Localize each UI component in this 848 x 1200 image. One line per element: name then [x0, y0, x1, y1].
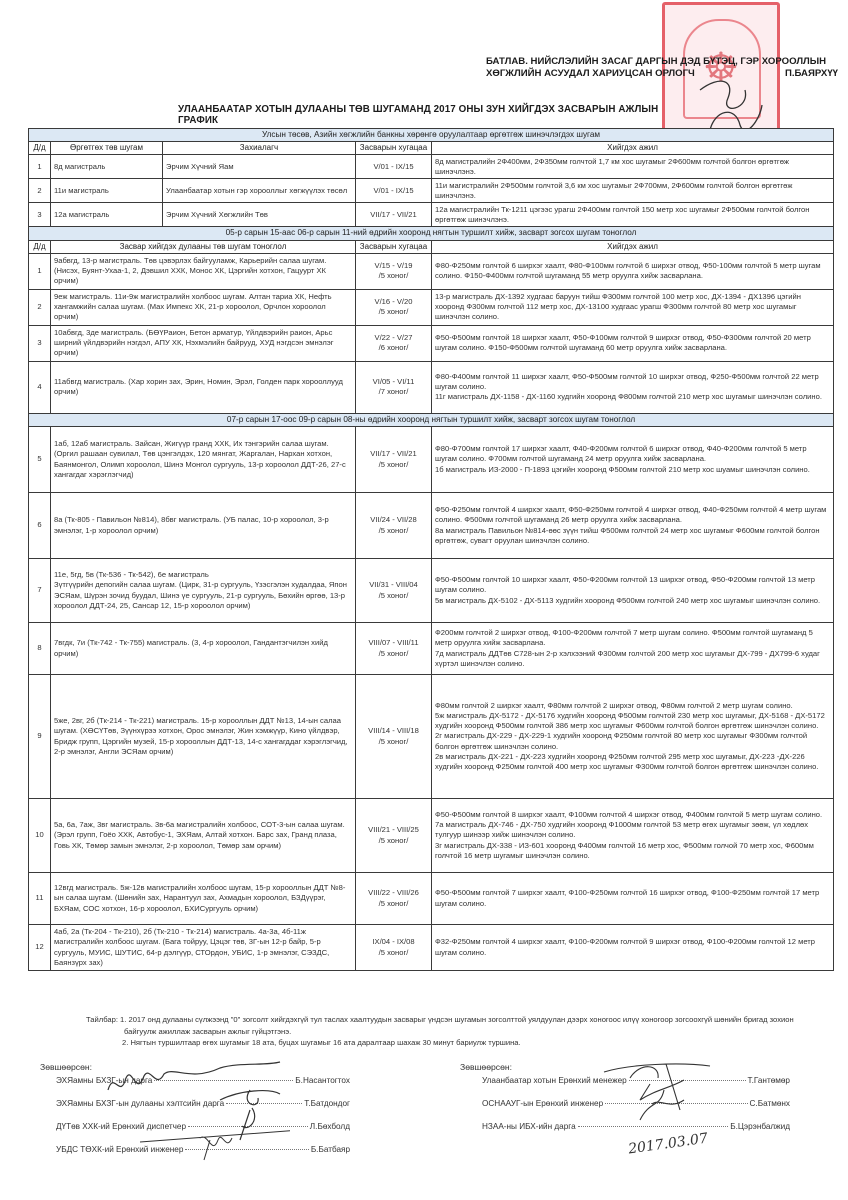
- repair-period: VII/17 - VII/21: [356, 203, 432, 227]
- row-number: 2: [29, 289, 51, 325]
- equipment-description: [51, 623, 356, 675]
- period-duration: /6 хоног/: [378, 343, 409, 353]
- signatory-name: Б.Насантогтох: [295, 1076, 350, 1085]
- work-description: [432, 493, 834, 559]
- approval-name: П.БАЯРХҮҮ: [784, 68, 838, 79]
- period-duration: /5 хоног/: [378, 648, 409, 658]
- table-row: [29, 253, 834, 289]
- text-line: 3г магистраль ДХ-338 - ИЗ-601 хооронд Ф400мм голчтой 16 метр хос, Ф500мм голчой 70 метр хос, Ф600мм голчтой 16 метр шугамыг шинэчлэн солино.: [435, 840, 814, 860]
- signatory-title: Улаанбаатар хотын Ерөнхий менежер: [482, 1076, 627, 1085]
- column-header: Захиалагч: [163, 142, 356, 155]
- text-line: 5а, 6а, 7аж, 3вг магистраль. 3в-6а магистралийн холбоос, СОТ-3-ын салаа шугам. (Эрэл групп, Гоёо ХХК, Автобус-1, ЭХЯам, Алтай хотхон. Барс зах, Гранд плаза, Говь ХК, Төмөр замын эмнэлэг, 2-р хороолол, Төмөр зам орчим): [54, 820, 345, 850]
- signatory-row: [40, 1122, 350, 1145]
- period-dates: VII/24 - VII/28: [370, 515, 417, 525]
- text-line: 11абвгд магистраль. (Хар хорин зах, Эрин, Номин, Эрэл, Голден парк хорооллууд орчим): [54, 377, 343, 397]
- repair-period: [356, 325, 432, 361]
- text-line: 2г магистраль ДХ-229 - ДХ-229-1 худгийн хооронд Ф250мм голчтой 80 метр хос шугамыг Ф300мм голчтой болгон өргөтгөж шинэчлэн солино.: [435, 731, 808, 751]
- work-description: [432, 925, 834, 971]
- signatory-name: Т.Гантөмөр: [747, 1076, 790, 1085]
- row-number: 6: [29, 493, 51, 559]
- period-dates: V/16 - V/20: [374, 297, 413, 307]
- text-line: Ф80-Ф700мм голчтой 17 ширхэг хаалт, Ф40-Ф200мм голчтой 6 ширхэг отвод, Ф40-Ф200мм голчтой 5 метр шугам солино. Ф700мм голчтой шугаманд 24 метр оруулга хийж засварлана.: [435, 444, 807, 464]
- work-description: [432, 675, 834, 799]
- signatory-row: [40, 1076, 350, 1099]
- signature-line: [605, 1103, 747, 1104]
- repair-period: [356, 427, 432, 493]
- text-line: 11г магистраль ДХ-1158 - ДХ-1160 худгийн хооронд Ф800мм голчтой 210 метр хос шугамыг шинэчлэн солино.: [435, 392, 822, 402]
- row-number: 1: [29, 155, 51, 179]
- work-description: [432, 325, 834, 361]
- period-dates: VIII/07 - VIII/11: [368, 638, 419, 648]
- text-line: 8а магистраль Павильон №814-өөс зүүн тийш Ф500мм голчтой 24 метр хос шугамыг Ф600мм голчтой болгон өргөтгөж, сувагт оруулан шинэчлэн солино.: [435, 525, 820, 545]
- column-header: Засварын хугацаа: [356, 142, 432, 155]
- row-number: 3: [29, 325, 51, 361]
- text-line: 8а (Тк-805 - Павильон №814), 8бвг магистраль. (УБ палас, 10-р хороолол, 3-р эмнэлэг, 1-р хороолол орчим): [54, 515, 329, 535]
- row-number: 2: [29, 179, 51, 203]
- signature-line: [629, 1080, 746, 1081]
- text-line: 10абвгд, 3де магистраль. (БӨҮРаион, Бетон арматур, Үйлдвэрийн раион, Арьс ширний үйлдвэрийн нэгдэл, АПУ ХК, Нэхмэлийн байрууд, ХУД нэгдсэн эмнэлэг орчим): [54, 328, 334, 358]
- notes-section: [86, 1014, 826, 1049]
- repair-period: [356, 361, 432, 413]
- text-line: Ф80мм голчтой 2 ширхэг хаалт, Ф80мм голчтой 2 ширхэг отвод, Ф80мм голчтой 2 метр шугам солино.: [435, 700, 793, 710]
- period-dates: VI/05 - VI/11: [372, 377, 415, 387]
- signatory-name: Л.Бөхболд: [309, 1122, 350, 1131]
- work-description: 11и магистралийн 2Ф500мм голчтой 3,6 км хос шугамыг 2Ф700мм, 2Ф600мм голчтой болгон өргөтгөж шинэчлэнэ.: [432, 179, 834, 203]
- column-header: Засвар хийгдэх дулааны төв шугам тоноглол: [51, 240, 356, 253]
- column-header: Д/д: [29, 240, 51, 253]
- signatory-row: [460, 1076, 790, 1099]
- table-row: [29, 925, 834, 971]
- signature-line: [185, 1149, 308, 1150]
- work-description: 8д магистралийн 2Ф400мм, 2Ф350мм голчтой 1,7 км хос шугамыг 2Ф600мм голчтой болгон өргөтгөж шинэчлэнэ.: [432, 155, 834, 179]
- signatory-name: Т.Батдондог: [304, 1099, 350, 1108]
- signatory-name: Б.Батбаяр: [310, 1145, 350, 1154]
- repair-period: [356, 925, 432, 971]
- equipment-description: [51, 873, 356, 925]
- signatory-title: УБДС ТӨХК-ий Ерөнхий инженер: [56, 1145, 184, 1154]
- period-dates: VIII/14 - VIII/18: [368, 726, 419, 736]
- row-number: 8: [29, 623, 51, 675]
- signatory-name: Б.Цэрэнбалжид: [730, 1122, 790, 1131]
- agreed-left-block: [40, 1062, 350, 1168]
- table-row: [29, 203, 834, 227]
- signatory-row: [40, 1099, 350, 1122]
- row-number: 3: [29, 203, 51, 227]
- signatory-title: ЭХЯамны БХЗГ-ын дулааны хэлтсийн дарга: [56, 1099, 225, 1108]
- equipment-description: [51, 559, 356, 623]
- section-2-heading: 05-р сарын 15-аас 06-р сарын 11-ний өдрийн хооронд нягтын туршилт хийж, засварт зогсох шугам тоноглол: [29, 227, 834, 240]
- text-line: 11е, 5гд, 5в (Тк-536 - Тк-542), 6е магистраль: [54, 570, 209, 580]
- table-row: [29, 325, 834, 361]
- text-line: 9еж магистраль. 11и-9ж магистралийн холбоос шугам. Алтан тариа ХК, Нефть хангамжийн салаа шугам. (Мах Импекс ХК, 21-р хороолол, Орчлон хороолол орчим): [54, 292, 332, 322]
- period-duration: /7 хоног/: [378, 387, 409, 397]
- signature-line: [188, 1126, 308, 1127]
- text-line: 1б магистраль ИЗ-2000 - П-1893 цэгийн хооронд Ф500мм голчтой 210 метр хос шуамыг шинэчлэн солино.: [435, 464, 810, 474]
- text-line: Ф50-Ф500мм голчтой 10 ширхэг хаалт, Ф50-Ф200мм голчтой 13 ширхэг отвод, Ф50-Ф200мм голчтой 13 метр шугам солино.: [435, 575, 816, 595]
- signature-line: [154, 1080, 293, 1081]
- section-3-heading: 07-р сарын 17-оос 09-р сарын 08-ны өдрийн хооронд нягтын туршилт хийж, засварт зогсох шугам тоноглол: [29, 413, 834, 426]
- period-dates: VII/31 - VIII/04: [369, 580, 418, 590]
- column-header: Өргөтгөх төв шугам: [51, 142, 163, 155]
- column-header: Д/д: [29, 142, 51, 155]
- text-line: 1аб, 12аб магистраль. Зайсан, Жигүүр гранд ХХК, Их тэнгэрийн салаа шугам. (Оргил рашаан сувилал, Төв цэнгэлдэх, 120 мянгат, Жаргалан, Нархан хотхон, Баянмонгол, Олимп хороолол, Шинэ Монгол сургууль, 13-р хороолол ДДТ-26, 27-с хангагдаг хэрэглэгчид): [54, 439, 346, 479]
- text-line: Ф200мм голчтой 2 ширхэг отвод, Ф100-Ф200мм голчтой 7 метр шугам солино. Ф500мм голчтой шугаманд 5 метр оруулга хийж засварлана.: [435, 628, 813, 648]
- note-2: 2. Нягтын туршилтаар өгөх шугамыг 18 ата, буцах шугамыг 16 ата даралтаар шахаж 30 минут бариулж туршина.: [122, 1038, 521, 1047]
- repair-period: V/01 - IX/15: [356, 179, 432, 203]
- column-header: Хийгдэх ажил: [432, 142, 834, 155]
- text-line: 12вгд магистраль. 5ж-12в магистралийн холбоос шугам, 15-р хорооллын ДДТ №8-ын салаа шугам. (Шөнийн зах, Нарантуул зах, Ахмадын хороолол, БЗДүүрэг, БХЯам, СОС хотхон, 16-р хороолол, БХИСургууль орчим): [54, 883, 346, 913]
- row-number: 5: [29, 427, 51, 493]
- row-number: 9: [29, 675, 51, 799]
- text-line: Ф50-Ф500мм голчтой 8 ширхэг хаалт, Ф100мм голчтой 4 ширхэг отвод, Ф400мм голчтой 5 метр шугам солино.: [435, 810, 823, 819]
- period-dates: VIII/21 - VIII/25: [368, 825, 419, 835]
- signatory-title: ЭХЯамны БХЗГ-ын дарга: [56, 1076, 153, 1085]
- section-1-heading: Улсын төсөв, Азийн хөгжлийн банкны хөрөнгө оруулалтаар өргөтгөж шинэчлэгдэх шугам: [29, 129, 834, 142]
- repair-period: [356, 253, 432, 289]
- equipment-description: [51, 361, 356, 413]
- equipment-description: [51, 493, 356, 559]
- signatory-row: [460, 1099, 790, 1122]
- client: Эрчим Хүчний Яам: [163, 155, 356, 179]
- table-row: [29, 623, 834, 675]
- section-3-heading-row: [29, 413, 834, 426]
- period-dates: V/15 - V/19: [374, 261, 413, 271]
- equipment-description: [51, 253, 356, 289]
- text-line: 5в магистраль ДХ-5102 - ДХ-5113 худгийн хооронд Ф500мм голчтой 240 метр хос шугамыг шинэчлэн солино.: [435, 595, 821, 605]
- work-description: [432, 559, 834, 623]
- repair-period: [356, 493, 432, 559]
- table-row: [29, 361, 834, 413]
- table-row: [29, 873, 834, 925]
- work-description: 12а магистралийн Тк-1211 цэгээс урагш 2Ф400мм голчтой 150 метр хос шугамыг 2Ф500мм голчтой болгон өргөтгөж шинэчлэнэ.: [432, 203, 834, 227]
- repair-period: [356, 623, 432, 675]
- table-row: [29, 155, 834, 179]
- section-1-heading-row: [29, 129, 834, 142]
- text-line: Ф80-Ф400мм голчтой 11 ширхэг хаалт, Ф50-Ф500мм голчтой 10 ширхэг отвод, Ф250-Ф500мм голчтой 22 метр шугам солино.: [435, 372, 819, 392]
- text-line: 2в магистраль ДХ-221 - ДХ-223 худгийн хооронд Ф250мм голчтой 295 метр хос шугамыг, ДХ-223 -ДХ-226 худгийн хооронд Ф250мм голчтой 400 метр хос шугамыг Ф300мм голчтой болгон өргөтгөж шинэчлэн солино.: [435, 751, 819, 772]
- table-row: [29, 799, 834, 873]
- equipment-description: [51, 325, 356, 361]
- agreed-right-block: [460, 1062, 790, 1145]
- row-number: 1: [29, 253, 51, 289]
- text-line: Ф50-Ф500мм голчтой 7 ширхэг хаалт, Ф100-Ф250мм голчтой 16 ширхэг отвод, Ф100-Ф250мм голчтой 17 метр шугам солино.: [435, 888, 820, 908]
- trunk-line: 8д магистраль: [51, 155, 163, 179]
- signatory-row: [460, 1122, 790, 1145]
- work-description: [432, 799, 834, 873]
- approval-title: ХӨГЖЛИЙН АСУУДАЛ ХАРИУЦСАН ОРЛОГЧ: [486, 68, 695, 79]
- period-duration: /5 хоног/: [378, 590, 409, 600]
- period-duration: /5 хоног/: [378, 736, 409, 746]
- period-dates: VIII/22 - VIII/26: [368, 888, 419, 898]
- work-description: [432, 253, 834, 289]
- approval-block: [486, 56, 838, 80]
- repair-period: V/01 - IX/15: [356, 155, 432, 179]
- table-row: [29, 289, 834, 325]
- signature-line: [578, 1126, 729, 1127]
- column-header: Хийгдэх ажил: [432, 240, 834, 253]
- client: Эрчим Хүчний Хөгжлийн Төв: [163, 203, 356, 227]
- soyombo-emblem-icon: ☸: [703, 45, 739, 91]
- equipment-description: [51, 427, 356, 493]
- trunk-line: 12а магистраль: [51, 203, 163, 227]
- text-line: Ф50-Ф500мм голчтой 18 ширхэг хаалт, Ф50-Ф100мм голчтой 9 ширхэг отвод, Ф50-Ф300мм голчтой 20 метр шугам солино. Ф150-Ф500мм голчтой шугаманд 60 метр оруулга хийж засварлана.: [435, 333, 811, 353]
- section-2-header-row: [29, 240, 834, 253]
- equipment-description: [51, 925, 356, 971]
- repair-period: [356, 675, 432, 799]
- text-line: Ф32-Ф250мм голчтой 4 ширхэг хаалт, Ф100-Ф200мм голчтой 9 ширхэг отвод, Ф100-Ф200мм голчтой 12 метр шугам солино.: [435, 937, 816, 957]
- text-line: Зүтгүүрийн депогийн салаа шугам. (Цирк, 31-р сургууль, Үзэсгэлэн худалдаа, Япон ЭСЯам, Шүрэн зочид буудал, Шинэ үе сургууль, 21-р сургууль, Бөхийн өргөө, 13-р хороолол ДДТ-24, 25, Сансар 12, 15-р хороолол орчим): [54, 580, 347, 610]
- text-line: 7д магистраль ДДТөв С728-ын 2-р хэлхээний Ф300мм голчтой 200 метр хос шугамыг ДХ-799 - ДХ799-6 худаг хүртэл шинэчлэн солино.: [435, 648, 820, 668]
- repair-period: [356, 289, 432, 325]
- client: Улаанбаатар хотын гэр хорооллыг хөгжүүлэх төсөл: [163, 179, 356, 203]
- signature-line: [226, 1103, 302, 1104]
- work-description: [432, 427, 834, 493]
- text-line: 7вгдк, 7и (Тк-742 - Тк-755) магистраль. (3, 4-р хороолол, Гандантэгчилэн хийд орчим): [54, 638, 328, 658]
- period-duration: /5 хоног/: [378, 898, 409, 908]
- signatory-title: ОСНААУГ-ын Ерөнхий инженер: [482, 1099, 604, 1108]
- work-description: [432, 873, 834, 925]
- text-line: Ф50-Ф250мм голчтой 4 ширхэг хаалт, Ф50-Ф250мм голчтой 4 ширхэг отвод, Ф40-Ф250мм голчтой 4 метр шугам солино. Ф500мм голчтой шугаманд 26 метр оруулга хийж засварлана.: [435, 505, 827, 525]
- table-row: [29, 675, 834, 799]
- period-duration: /5 хоног/: [378, 525, 409, 535]
- text-line: 5же, 2вг, 2б (Тк-214 - Тк-221) магистраль. 15-р хорооллын ДДТ №13, 14-ын салаа шугам. (ХӨСҮТөв, Зүүнхүрээ хотхон, Орос эмнэлэг, Жин хэмжүүр, Кино үйлдвэр, Бридж групп, Цэргийн музей, 15-р хорооллын ДДТ-13, 14-с хангагддаг хэрэглэгчид, 2-р эмнэлэг, Англи ЭСЯам орчим): [54, 716, 348, 756]
- period-duration: /5 хоног/: [378, 947, 409, 957]
- column-header: Засварын хугацаа: [356, 240, 432, 253]
- approval-line-1: БАТЛАВ. НИЙСЛЭЛИЙН ЗАСАГ ДАРГЫН ДЭД БҮТЭЦ, ГЭР ХОРООЛЛЫН: [486, 56, 827, 67]
- equipment-description: [51, 289, 356, 325]
- note-1: Тайлбар: 1. 2017 онд дулааны сүлжээнд "0" зогсолт хийгдэхгүй тул таслах хаалтуудын засварыг үндсэн шугамын зогсолттой уялдуулан дээрх хоногоос илүү хоногоор зогсоохгүй шөнийн бригад зохион байгуулж ажиллаж засварын ажлыг гүйцэтгэнэ.: [86, 1015, 794, 1036]
- period-dates: V/22 - V/27: [374, 333, 413, 343]
- equipment-description: [51, 675, 356, 799]
- equipment-description: [51, 799, 356, 873]
- row-number: 4: [29, 361, 51, 413]
- section-2-heading-row: [29, 227, 834, 240]
- row-number: 10: [29, 799, 51, 873]
- text-line: 13-р магистраль ДХ-1392 худгаас баруун тийш Ф300мм голчтой 100 метр хос, ДХ-1394 - ДХ1396 цэгийн хооронд Ф300мм голчтой 112 метр хос, ДХ-13100 худгаас урагш Ф300мм голчтой 80 метр хос шугамыг шинэчлэн солино.: [435, 292, 801, 322]
- period-dates: VII/17 - VII/21: [370, 449, 417, 459]
- repair-period: [356, 873, 432, 925]
- period-duration: /5 хоног/: [378, 271, 409, 281]
- agreed-label: Зөвшөөрсөн:: [40, 1062, 92, 1072]
- period-duration: /5 хоног/: [378, 459, 409, 469]
- signatory-row: [40, 1145, 350, 1168]
- work-description: [432, 289, 834, 325]
- signatory-title: ДҮТөв ХХК-ий Ерөнхий диспетчер: [56, 1122, 187, 1131]
- row-number: 11: [29, 873, 51, 925]
- work-description: [432, 361, 834, 413]
- agreed-label: Зөвшөөрсөн:: [460, 1062, 512, 1072]
- table-row: [29, 427, 834, 493]
- repair-period: [356, 799, 432, 873]
- handwritten-date: 2017.03.07: [627, 1130, 709, 1158]
- text-line: 5ж магистраль ДХ-5172 - ДХ-5176 худгийн хооронд Ф500мм голчтой 230 метр хос шугамыг, ДХ-5168 - ДХ-5172 худгийн хооронд Ф500мм голчтой 386 метр хос шугамыг Ф600мм голчтой болгон өргөтгөж шинэчлэн солино.: [435, 711, 825, 731]
- row-number: 7: [29, 559, 51, 623]
- period-dates: IX/04 - IX/08: [372, 937, 415, 947]
- table-row: [29, 559, 834, 623]
- repair-schedule-table: [28, 128, 834, 971]
- repair-period: [356, 559, 432, 623]
- text-line: Ф80-Ф250мм голчтой 6 ширхэг хаалт, Ф80-Ф100мм голчтой 6 ширхэг отвод, Ф50-100мм голчтой 5 метр шугам солино. Ф150-Ф400мм голчтой шугаманд 55 метр оруулга хийж засварлана.: [435, 261, 821, 281]
- trunk-line: 11и магистраль: [51, 179, 163, 203]
- text-line: 7а магистраль ДХ-746 - ДХ-750 худгийн хооронд Ф1000мм голчтой 53 метр өгөх шугамыг зөөж, үл хөдлөх тулгуур шинээр хийж шинэчлэн солино.: [435, 820, 809, 840]
- table-row: [29, 493, 834, 559]
- text-line: 4аб, 2а (Тк-204 - Тк-210), 2б (Тк-210 - Тк-214) магистраль. 4а-3а, 4б-11ж магистралийн холбоос шугам. (Бага тойруу, Цэцэг төв, 3Г-ын 12-р байр, 5-р сургууль, МУИС, ШУТИС, 64-р дэлгүүр, СТОрдон, УБИС, 1-р эмнэлэг, СЭЗДС, Баянзүрх зах): [54, 927, 330, 967]
- text-line: 9абвгд, 13-р магистраль. Төв цэвэрлэх байгууламж, Карьерийн салаа шугам. (Нисэх, Буянт-Ухаа-1, 2, Дэвшил ХХК, Монос ХК, Цэргийн хотхон, Гацуурт ХК орчим): [54, 256, 327, 286]
- document-title: УЛААНБААТАР ХОТЫН ДУЛААНЫ ТӨВ ШУГАМАНД 2017 ОНЫ ЗУН ХИЙГДЭХ ЗАСВАРЫН АЖЛЫН ГРАФИК: [178, 104, 659, 126]
- row-number: 12: [29, 925, 51, 971]
- signatory-name: С.Батмөнх: [749, 1099, 790, 1108]
- period-duration: /5 хоног/: [378, 307, 409, 317]
- work-description: [432, 623, 834, 675]
- signatory-title: НЗАА-ны ИБХ-ийн дарга: [482, 1122, 576, 1131]
- table-row: [29, 179, 834, 203]
- section-1-header-row: [29, 142, 834, 155]
- period-duration: /5 хоног/: [378, 835, 409, 845]
